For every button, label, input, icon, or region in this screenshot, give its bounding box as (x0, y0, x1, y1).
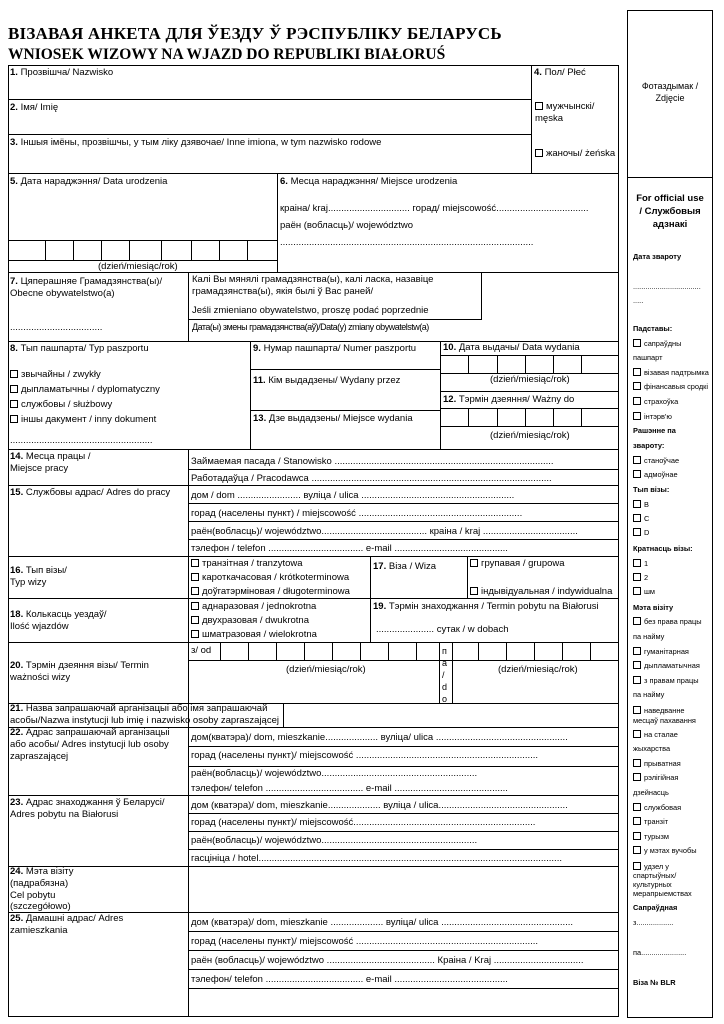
field-24-label-cont2: Cel pobytu (10, 890, 56, 901)
passport-type-service[interactable]: службовы / służbowy (10, 399, 112, 411)
field-18-label-cont: Ilość wjazdów (10, 621, 69, 632)
work-address-region-country[interactable]: раён(вобласць)/ województwo........................................ краіна / kraj .................................... (191, 526, 578, 537)
field-6-label: 6. Месца нараджэння/ Miejsce urodzenia (280, 176, 458, 187)
return-date-label: Дата звароту (633, 252, 682, 261)
entries-single[interactable]: аднаразовая / jednokrotna (191, 601, 316, 613)
issue-date-hint: (dzień/miesiąc/rok) (490, 374, 570, 385)
checkbox[interactable] (633, 339, 641, 347)
checkbox[interactable] (191, 573, 199, 581)
birthplace-region[interactable]: раён (вобласць)/ województwo (280, 220, 414, 231)
field-8-label: 8. Тып пашпарта/ Typ paszportu (10, 343, 149, 354)
issue-place-field[interactable] (252, 427, 438, 447)
checkbox[interactable] (633, 846, 641, 854)
field-2-label: 2. Імя/ Imię (10, 102, 59, 113)
checkbox[interactable] (633, 397, 641, 405)
field-19-label: 19. Тэрмін знаходжання / Termin pobytu na Białorusi (373, 601, 599, 612)
checkbox[interactable] (633, 817, 641, 825)
first-name-field[interactable] (10, 115, 528, 132)
field-13-label: 13. Дзе выдадзены/ Miejsce wydania (253, 413, 413, 424)
field-21-label: 21. Назва запрашаючай арганізацыі або імя запрашаючай (10, 703, 268, 714)
visa-type-short-term[interactable]: кароткачасовая / krótkoterminowa (191, 572, 349, 584)
field-1-label: 1. Прозвішча/ Nazwisko (10, 67, 114, 78)
checkbox[interactable] (633, 470, 641, 478)
checkbox[interactable] (633, 832, 641, 840)
checkbox[interactable] (191, 630, 199, 638)
checkbox[interactable] (191, 587, 199, 595)
sex-female-option[interactable]: жаночы/ żeńska (535, 148, 615, 160)
sex-male-option-cont: męska (535, 113, 563, 124)
work-address-city[interactable]: горад (населены пункт) / miejscowość .............................................................. (191, 508, 523, 519)
prev-citizenship-question-cont: грамадзянства(ы), якія былі ў Вас раней/ (192, 286, 374, 297)
work-address-house-street[interactable]: дом / dom ........................ вуліца / ulica .......................................................... (191, 490, 515, 501)
checkbox[interactable] (633, 661, 641, 669)
passport-type-ordinary[interactable]: звычайны / zwykły (10, 369, 101, 381)
field-20-label-cont: ważności wizy (10, 672, 71, 683)
citizenship-field[interactable]: ................................... (10, 322, 103, 333)
stay-address-hotel[interactable]: гасцініца / hotel................................................................................................................... (191, 853, 562, 864)
home-address-city[interactable]: горад (населены пункт)/ miejscowość ..................................................................... (191, 936, 539, 947)
visa-type-transit[interactable]: транзітная / tranzytowa (191, 558, 303, 570)
checkbox[interactable] (633, 706, 641, 714)
return-date-field-cont: ..... (633, 296, 644, 305)
passport-number-field[interactable] (252, 355, 438, 367)
valid-label: Сапраўдная (633, 903, 678, 912)
visa-number-label: Віза № BLR (633, 978, 676, 987)
ground-passport-cont: пашпарт (633, 353, 663, 362)
visit-purpose-field[interactable] (190, 868, 616, 910)
multiplicity-label: Кратнасць візы: (633, 544, 693, 553)
decision-label: Рашэнне па (633, 426, 676, 435)
checkbox[interactable] (633, 587, 641, 595)
purpose-residence-cont: жыхарства (633, 744, 671, 753)
visa-type-long-term[interactable]: доўгатэрміновая / długoterminowa (191, 586, 350, 598)
purpose-graves[interactable]: наведванне (633, 706, 685, 715)
visa-validity-from-label: з/ od (191, 645, 212, 656)
field-10-label: 10. Дата выдачы/ Data wydania (443, 342, 580, 353)
purpose-no-work-cont: па найму (633, 632, 665, 641)
grounds-label: Падставы: (633, 324, 673, 333)
employer-field[interactable]: Работадаўца / Pracodawca ........................................................................................... (191, 473, 552, 484)
entries-double[interactable]: двухразовая / dwukrotna (191, 615, 309, 627)
dob-format-hint: (dzień/miesiąc/rok) (98, 261, 178, 272)
checkbox[interactable] (633, 456, 641, 464)
field-22-label: 22. Адрас запрашаючай арганізацыі (10, 727, 170, 738)
visa-group-option[interactable]: групавая / grupowa (470, 558, 565, 570)
prev-citizenship-question-pl: Jeśli zmieniano obywatelstwo, proszę podać poprzednie (192, 305, 429, 316)
stay-address-city[interactable]: горад (населены пункт)/ miejscowość..................................................................... (191, 817, 536, 828)
stay-days-field[interactable]: ...................... сутак / w dobach (376, 624, 509, 635)
field-25-label-cont: zamieszkania (10, 925, 68, 936)
visa-type-b[interactable]: В (633, 500, 649, 509)
multiplicity-2[interactable]: 2 (633, 573, 648, 582)
checkbox[interactable] (633, 730, 641, 738)
purpose-study[interactable]: у мэтах вучобы (633, 846, 697, 855)
ground-passport[interactable]: сапраўдны (633, 339, 681, 348)
decision-label-cont: звароту: (633, 441, 665, 450)
field-11-label: 11. Кім выдадзены/ Wydany przez (253, 375, 401, 386)
purpose-events-cont1: спартыўных/ (633, 871, 677, 880)
field-25-label: 25. Дамашні адрас/ Adres (10, 913, 124, 924)
field-9-label: 9. Нумар пашпарта/ Numer paszportu (253, 343, 417, 354)
prev-citizenship-question: Калі Вы мянялі грамадзянства(ы), калі ласка, назавіце (192, 274, 434, 285)
field-21-label-cont: асобы/Nazwa instytucji lub imię i nazwisko osoby zapraszającej (10, 715, 279, 726)
checkbox[interactable] (633, 676, 641, 684)
purpose-tourism[interactable]: турызм (633, 832, 669, 841)
checkbox[interactable] (633, 382, 641, 390)
issued-by-field[interactable] (252, 389, 438, 407)
purpose-transit[interactable]: транзіт (633, 817, 668, 826)
checkbox[interactable] (191, 602, 199, 610)
field-16-label: 16. Тып візы/ (10, 565, 67, 576)
checkbox[interactable] (535, 102, 543, 110)
purpose-label: Мэта візіту (633, 603, 674, 612)
photo-label: Фотаздымак / Zdjęcie (641, 81, 699, 103)
inviter-address-phone-email[interactable]: тэлефон/ telefon ..................................... e-mail ........................................... (191, 783, 508, 794)
inviter-address-house-street[interactable]: дом(кватэра)/ dom, mieszkanie.................... вуліца/ ulica .................................................. (191, 732, 568, 743)
checkbox[interactable] (633, 559, 641, 567)
field-18-label: 18. Колькасць уездаў/ (10, 609, 107, 620)
visa-validity-to-label: п а / d o (442, 646, 448, 704)
checkbox[interactable] (633, 862, 641, 870)
checkbox[interactable] (633, 528, 641, 536)
visa-type-label: Тып візы: (633, 485, 670, 494)
return-date-field: ................................. (633, 282, 701, 291)
decision-negative[interactable]: адмоўнае (633, 470, 678, 479)
checkbox[interactable] (470, 559, 478, 567)
purpose-work-cont: па найму (633, 690, 665, 699)
purpose-official[interactable]: службовая (633, 803, 681, 812)
expiry-date-hint: (dzień/miesiąc/rok) (490, 430, 570, 441)
visa-validity-to-hint: (dzień/miesiąc/rok) (498, 664, 578, 675)
checkbox[interactable] (535, 149, 543, 157)
purpose-no-work[interactable]: без права працы (633, 617, 702, 626)
checkbox[interactable] (633, 412, 641, 420)
checkbox[interactable] (191, 616, 199, 624)
checkbox[interactable] (633, 573, 641, 581)
citizenship-change-date-label: Дата(ы) змены грамадзянства(аў)/Data(y) zmiany obywatelstw(a) (192, 322, 429, 332)
field-15-label: 15. Службовы адрас/ Adres do pracy (10, 487, 171, 498)
checkbox[interactable] (633, 514, 641, 522)
purpose-events-cont3: мерапрыемствах (633, 889, 692, 898)
field-20-label: 20. Тэрмін дзеяння візы/ Termin (10, 660, 149, 671)
field-5-label: 5. Дата нараджэння/ Data urodzenia (10, 176, 168, 187)
purpose-diplomatic[interactable]: дыпламатычная (633, 661, 700, 670)
form-title-pl: WNIOSEK WIZOWY NA WJAZD DO REPUBLIKI BIAŁORUŚ (8, 46, 446, 63)
surname-field[interactable] (10, 80, 528, 97)
checkbox[interactable] (633, 368, 641, 376)
purpose-religious[interactable]: рэлігійная (633, 773, 678, 782)
checkbox[interactable] (633, 617, 641, 625)
purpose-events[interactable]: удзел у (633, 862, 669, 871)
decision-positive[interactable]: станоўчае (633, 456, 679, 465)
field-14-label-cont: Miejsce pracy (10, 463, 69, 474)
inviter-name-field[interactable] (285, 705, 616, 725)
visa-validity-from-hint: (dzień/miesiąc/rok) (286, 664, 366, 675)
field-3-label: 3. Іншыя імёны, прозвішчы, у тым ліку дзявочае/ Inne imiona, w tym nazwisko rodowe (10, 137, 382, 148)
purpose-residence[interactable]: на сталае (633, 730, 678, 739)
purpose-religious-cont: дзейнасць (633, 788, 669, 797)
sex-male-option[interactable]: мужчынскі/ (535, 101, 594, 113)
field-24-label: 24. Мэта візіту (10, 866, 74, 877)
home-address-phone-email[interactable]: тэлефон/ telefon ..................................... e-mail ........................................... (191, 974, 508, 985)
entries-multiple[interactable]: шматразовая / wielokrotna (191, 629, 317, 641)
field-24-label-cont1: (падрабязна) (10, 878, 69, 889)
passport-type-other[interactable]: іншы дакумент / inny dokument (10, 414, 156, 426)
field-23-label: 23. Адрас знаходжання ў Беларусі/ (10, 797, 165, 808)
work-address-phone-email[interactable]: тэлефон / telefon .................................... e-mail ........................................... (191, 543, 508, 554)
position-field[interactable]: Займаемая пасада / Stanowisko ................................................................................... (191, 456, 554, 467)
form-title-be: ВІЗАВАЯ АНКЕТА ДЛЯ ЎЕЗДУ Ў РЭСПУБЛІКУ БЕЛАРУСЬ (8, 24, 502, 43)
checkbox[interactable] (633, 759, 641, 767)
home-address-region-country[interactable]: раён (вобласць)/ województwo ......................................... Краіна / Kraj .................................. (191, 955, 584, 966)
purpose-events-cont2: культурных (633, 880, 672, 889)
ground-visa-support[interactable]: візавая падтрымка (633, 368, 709, 377)
stay-address-region[interactable]: раён(вобласць)/ województwo........................................................... (191, 835, 478, 846)
checkbox[interactable] (10, 370, 18, 378)
passport-type-other-field[interactable]: ...................................................... (10, 435, 153, 446)
field-12-label: 12. Тэрмін дзеяння/ Ważny do (443, 394, 575, 405)
birthplace-region-line[interactable]: ................................................................................................ (280, 237, 534, 248)
checkbox[interactable] (10, 400, 18, 408)
home-address-house-street[interactable]: дом (кватэра)/ dom, mieszkanie .................... вуліца/ ulica .................................................. (191, 917, 574, 928)
checkbox[interactable] (633, 803, 641, 811)
field-16-label-cont: Typ wizy (10, 577, 47, 588)
field-14-label: 14. Месца працы / (10, 451, 91, 462)
birthplace-country-city[interactable]: краіна/ kraj............................... горад/ miejscowość................................... (280, 203, 589, 214)
ground-funds[interactable]: фінансавыя сродкі (633, 382, 708, 391)
valid-from[interactable]: з.................. (633, 918, 674, 927)
purpose-graves-cont: месцаў пахавання (633, 716, 696, 725)
field-23-label-cont: Adres pobytu na Białorusi (10, 809, 119, 820)
checkbox[interactable] (633, 773, 641, 781)
ground-interview[interactable]: інтэрв'ю (633, 412, 672, 421)
multiplicity-1[interactable]: 1 (633, 559, 648, 568)
checkbox[interactable] (10, 385, 18, 393)
field-4-label: 4. Пол/ Płeć (534, 67, 586, 78)
inviter-address-region[interactable]: раён(вобласць)/ województwo........................................................... (191, 768, 478, 779)
checkbox[interactable] (191, 559, 199, 567)
purpose-private[interactable]: прыватная (633, 759, 681, 768)
field-22-label-cont1: або асобы/ Adres instytucji lub osoby (10, 739, 169, 750)
official-use-heading: For official use / Службовыя адзнакі (636, 193, 704, 230)
field-7-label-cont: Obecne obywatelstwo(a) (10, 288, 115, 299)
field-17-label: 17. Віза / Wiza (373, 561, 436, 572)
purpose-work[interactable]: з правам працы (633, 676, 699, 685)
checkbox[interactable] (470, 587, 478, 595)
checkbox[interactable] (633, 500, 641, 508)
visa-type-d[interactable]: D (633, 528, 649, 537)
valid-to[interactable]: па...................... (633, 948, 687, 957)
field-24-label-cont3: (szczegółowo) (10, 901, 71, 912)
checkbox[interactable] (633, 647, 641, 655)
stay-address-house-street[interactable]: дом (кватэра)/ dom, mieszkanie.................... вуліца / ulica................................................. (191, 800, 568, 811)
checkbox[interactable] (10, 415, 18, 423)
visa-type-c[interactable]: С (633, 514, 649, 523)
visa-individual-option[interactable]: індывідуальная / indywidualna (470, 586, 612, 598)
ground-insurance[interactable]: страхоўка (633, 397, 678, 406)
field-22-label-cont2: zapraszającej (10, 751, 69, 762)
passport-type-diplomatic[interactable]: дыпламатычны / dyplomatyczny (10, 384, 160, 396)
other-names-field[interactable] (10, 150, 528, 170)
field-7-label: 7. Цяперашняе Грамадзянства(ы)/ (10, 276, 163, 287)
purpose-humanitarian[interactable]: гуманітарная (633, 647, 689, 656)
inviter-address-city[interactable]: горад (населены пункт)/ miejscowość ..................................................................... (191, 750, 539, 761)
multiplicity-multi[interactable]: шм (633, 587, 655, 596)
